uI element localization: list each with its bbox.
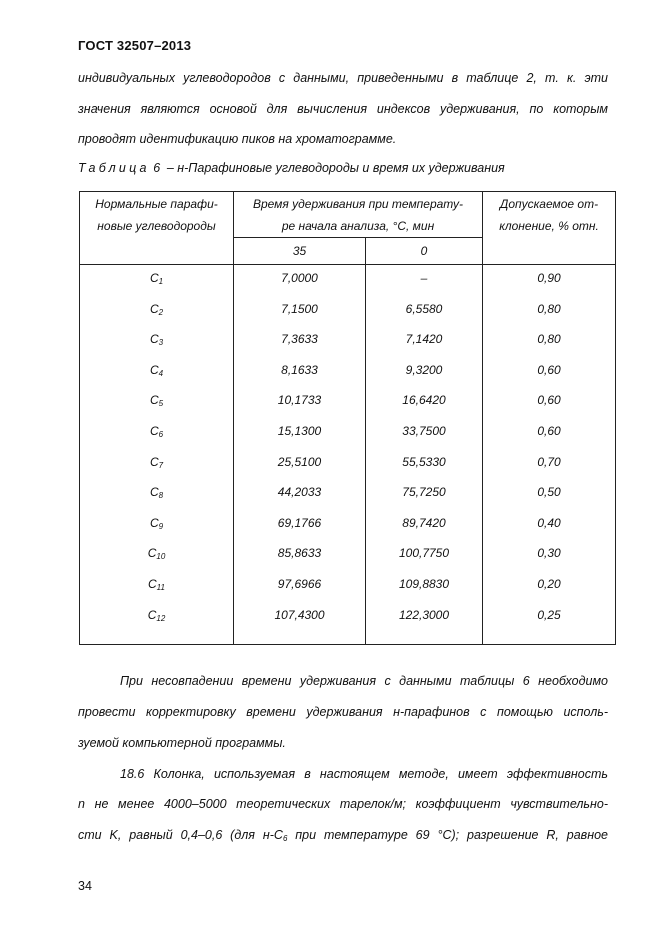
cell-deviation: 0,60 [483,359,616,390]
cell-time-0: 89,7420 [366,512,483,543]
cell-time-35: 7,0000 [234,265,366,298]
header-paraffins-line2: новые углеводороды [97,219,216,233]
cell-paraffin-letter: C [147,546,157,561]
table-row [80,298,616,329]
header-deviation-line1: Допускаемое от- [499,197,599,211]
cell-time-35: 85,8633 [234,542,366,573]
cell-paraffin-subscript: 3 [158,338,164,348]
after-p1-line-1: При несовпадении времени удерживания с данными таблицы 6 необходимо [120,674,608,688]
after-p2-line-3-sub: 6 [282,834,288,843]
header-retention-line1: Время удерживания при температу- [252,197,464,211]
after-p2-line-3-part-b: при температуре 69 °С); разрешение R, равное [287,828,608,842]
cell-paraffin-subscript: 2 [158,307,164,317]
cell-paraffin-letter: C [149,485,159,500]
after-p2-line-3 [78,828,608,843]
header-temp-35: 35 [234,238,366,265]
cell-deviation: 0,70 [483,451,616,482]
cell-time-35: 8,1633 [234,359,366,390]
cell-paraffin [80,542,234,573]
cell-time-35: 25,5100 [234,451,366,482]
cell-paraffin [80,298,234,329]
cell-paraffin [80,573,234,604]
header-paraffins [80,192,234,265]
cell-paraffin [80,451,234,482]
cell-time-35: 10,1733 [234,389,366,420]
cell-time-0: – [366,265,483,298]
header-temp-0: 0 [366,238,483,265]
after-p1-line-2: провести корректировку времени удерживания н-парафинов с помощью исполь- [78,705,608,719]
table-row [80,359,616,390]
cell-deviation: 0,80 [483,328,616,359]
intro-line-3: проводят идентификацию пиков на хроматограмме. [78,132,397,146]
cell-paraffin [80,481,234,512]
header-deviation [483,192,616,265]
cell-paraffin-subscript: 9 [158,521,164,531]
after-p2-line-1: 18.6 Колонка, используемая в настоящем методе, имеет эффективность [120,767,608,781]
cell-time-0: 109,8830 [366,573,483,604]
page-number: 34 [78,879,92,893]
cell-deviation: 0,50 [483,481,616,512]
table-caption-text: – н-Парафиновые углеводороды и время их удерживания [166,161,505,175]
after-p1-line-3: зуемой компьютерной программы. [78,736,286,750]
header-deviation-line2: клонение, % отн. [499,219,599,233]
cell-time-0: 33,7500 [366,420,483,451]
cell-paraffin-subscript: 12 [156,613,166,623]
cell-time-0: 9,3200 [366,359,483,390]
cell-paraffin [80,389,234,420]
cell-paraffin-letter: C [147,607,157,622]
cell-paraffin-subscript: 6 [158,429,164,439]
cell-deviation: 0,60 [483,420,616,451]
cell-deviation: 0,80 [483,298,616,329]
cell-paraffin [80,265,234,298]
table-caption-number: 6 [153,161,164,175]
cell-deviation: 0,20 [483,573,616,604]
cell-paraffin-letter: C [149,301,159,316]
cell-time-0: 100,7750 [366,542,483,573]
header-paraffins-line1: Нормальные парафи- [95,197,218,211]
table-row [80,573,616,604]
cell-paraffin-letter: C [149,515,159,530]
cell-paraffin-subscript: 11 [156,582,165,592]
cell-paraffin [80,512,234,543]
cell-time-0: 7,1420 [366,328,483,359]
cell-time-35: 97,6966 [234,573,366,604]
cell-paraffin-subscript: 10 [156,552,166,562]
cell-paraffin-subscript: 1 [158,277,164,286]
cell-deviation: 0,90 [483,265,616,298]
cell-time-35: 107,4300 [234,604,366,645]
cell-paraffin-subscript: 5 [158,399,164,409]
cell-deviation: 0,25 [483,604,616,645]
cell-deviation: 0,40 [483,512,616,543]
cell-paraffin-subscript: 8 [158,491,164,501]
table-row [80,265,616,298]
cell-time-35: 7,3633 [234,328,366,359]
table-row [80,481,616,512]
cell-paraffin-subscript: 4 [158,368,164,378]
cell-paraffin-letter: C [149,423,159,438]
cell-time-0: 122,3000 [366,604,483,645]
retention-time-table [79,191,616,645]
table-row [80,389,616,420]
table-row [80,604,616,645]
cell-time-0: 16,6420 [366,389,483,420]
cell-paraffin-letter: C [149,271,159,285]
table-body [80,265,616,645]
cell-deviation: 0,60 [483,389,616,420]
cell-paraffin-letter: C [149,332,159,347]
cell-time-0: 6,5580 [366,298,483,329]
cell-time-35: 7,1500 [234,298,366,329]
table-row [80,512,616,543]
cell-paraffin-subscript: 7 [158,460,164,470]
cell-deviation: 0,30 [483,542,616,573]
cell-time-0: 55,5330 [366,451,483,482]
table-caption-label: Таблица [78,161,150,175]
cell-time-0: 75,7250 [366,481,483,512]
cell-paraffin [80,420,234,451]
table-row [80,420,616,451]
cell-paraffin [80,359,234,390]
cell-paraffin-letter: C [148,576,157,591]
header-retention-line2: ре начала анализа, °С, мин [281,219,435,233]
table-caption [78,161,505,175]
table-row [80,542,616,573]
document-header: ГОСТ 32507–2013 [78,38,192,53]
intro-line-1: индивидуальных углеводородов с данными, приведенными в таблице 2, т. к. эти [78,71,608,85]
cell-paraffin-letter: C [149,362,159,377]
intro-line-2: значения являются основой для вычисления индексов удерживания, по которым [78,102,608,116]
cell-paraffin-letter: C [149,454,159,469]
table-row [80,451,616,482]
table-row [80,328,616,359]
cell-paraffin-letter: C [149,393,159,408]
cell-time-35: 69,1766 [234,512,366,543]
after-p2-line-2: n не менее 4000–5000 теоретических тарелок/м; коэффициент чувствительно- [78,797,608,811]
cell-time-35: 44,2033 [234,481,366,512]
after-p2-line-3-part-a: сти K, равный 0,4–0,6 (для н-C [78,828,283,842]
cell-time-35: 15,1300 [234,420,366,451]
header-retention-time [234,192,483,238]
cell-paraffin [80,328,234,359]
cell-paraffin [80,604,234,645]
